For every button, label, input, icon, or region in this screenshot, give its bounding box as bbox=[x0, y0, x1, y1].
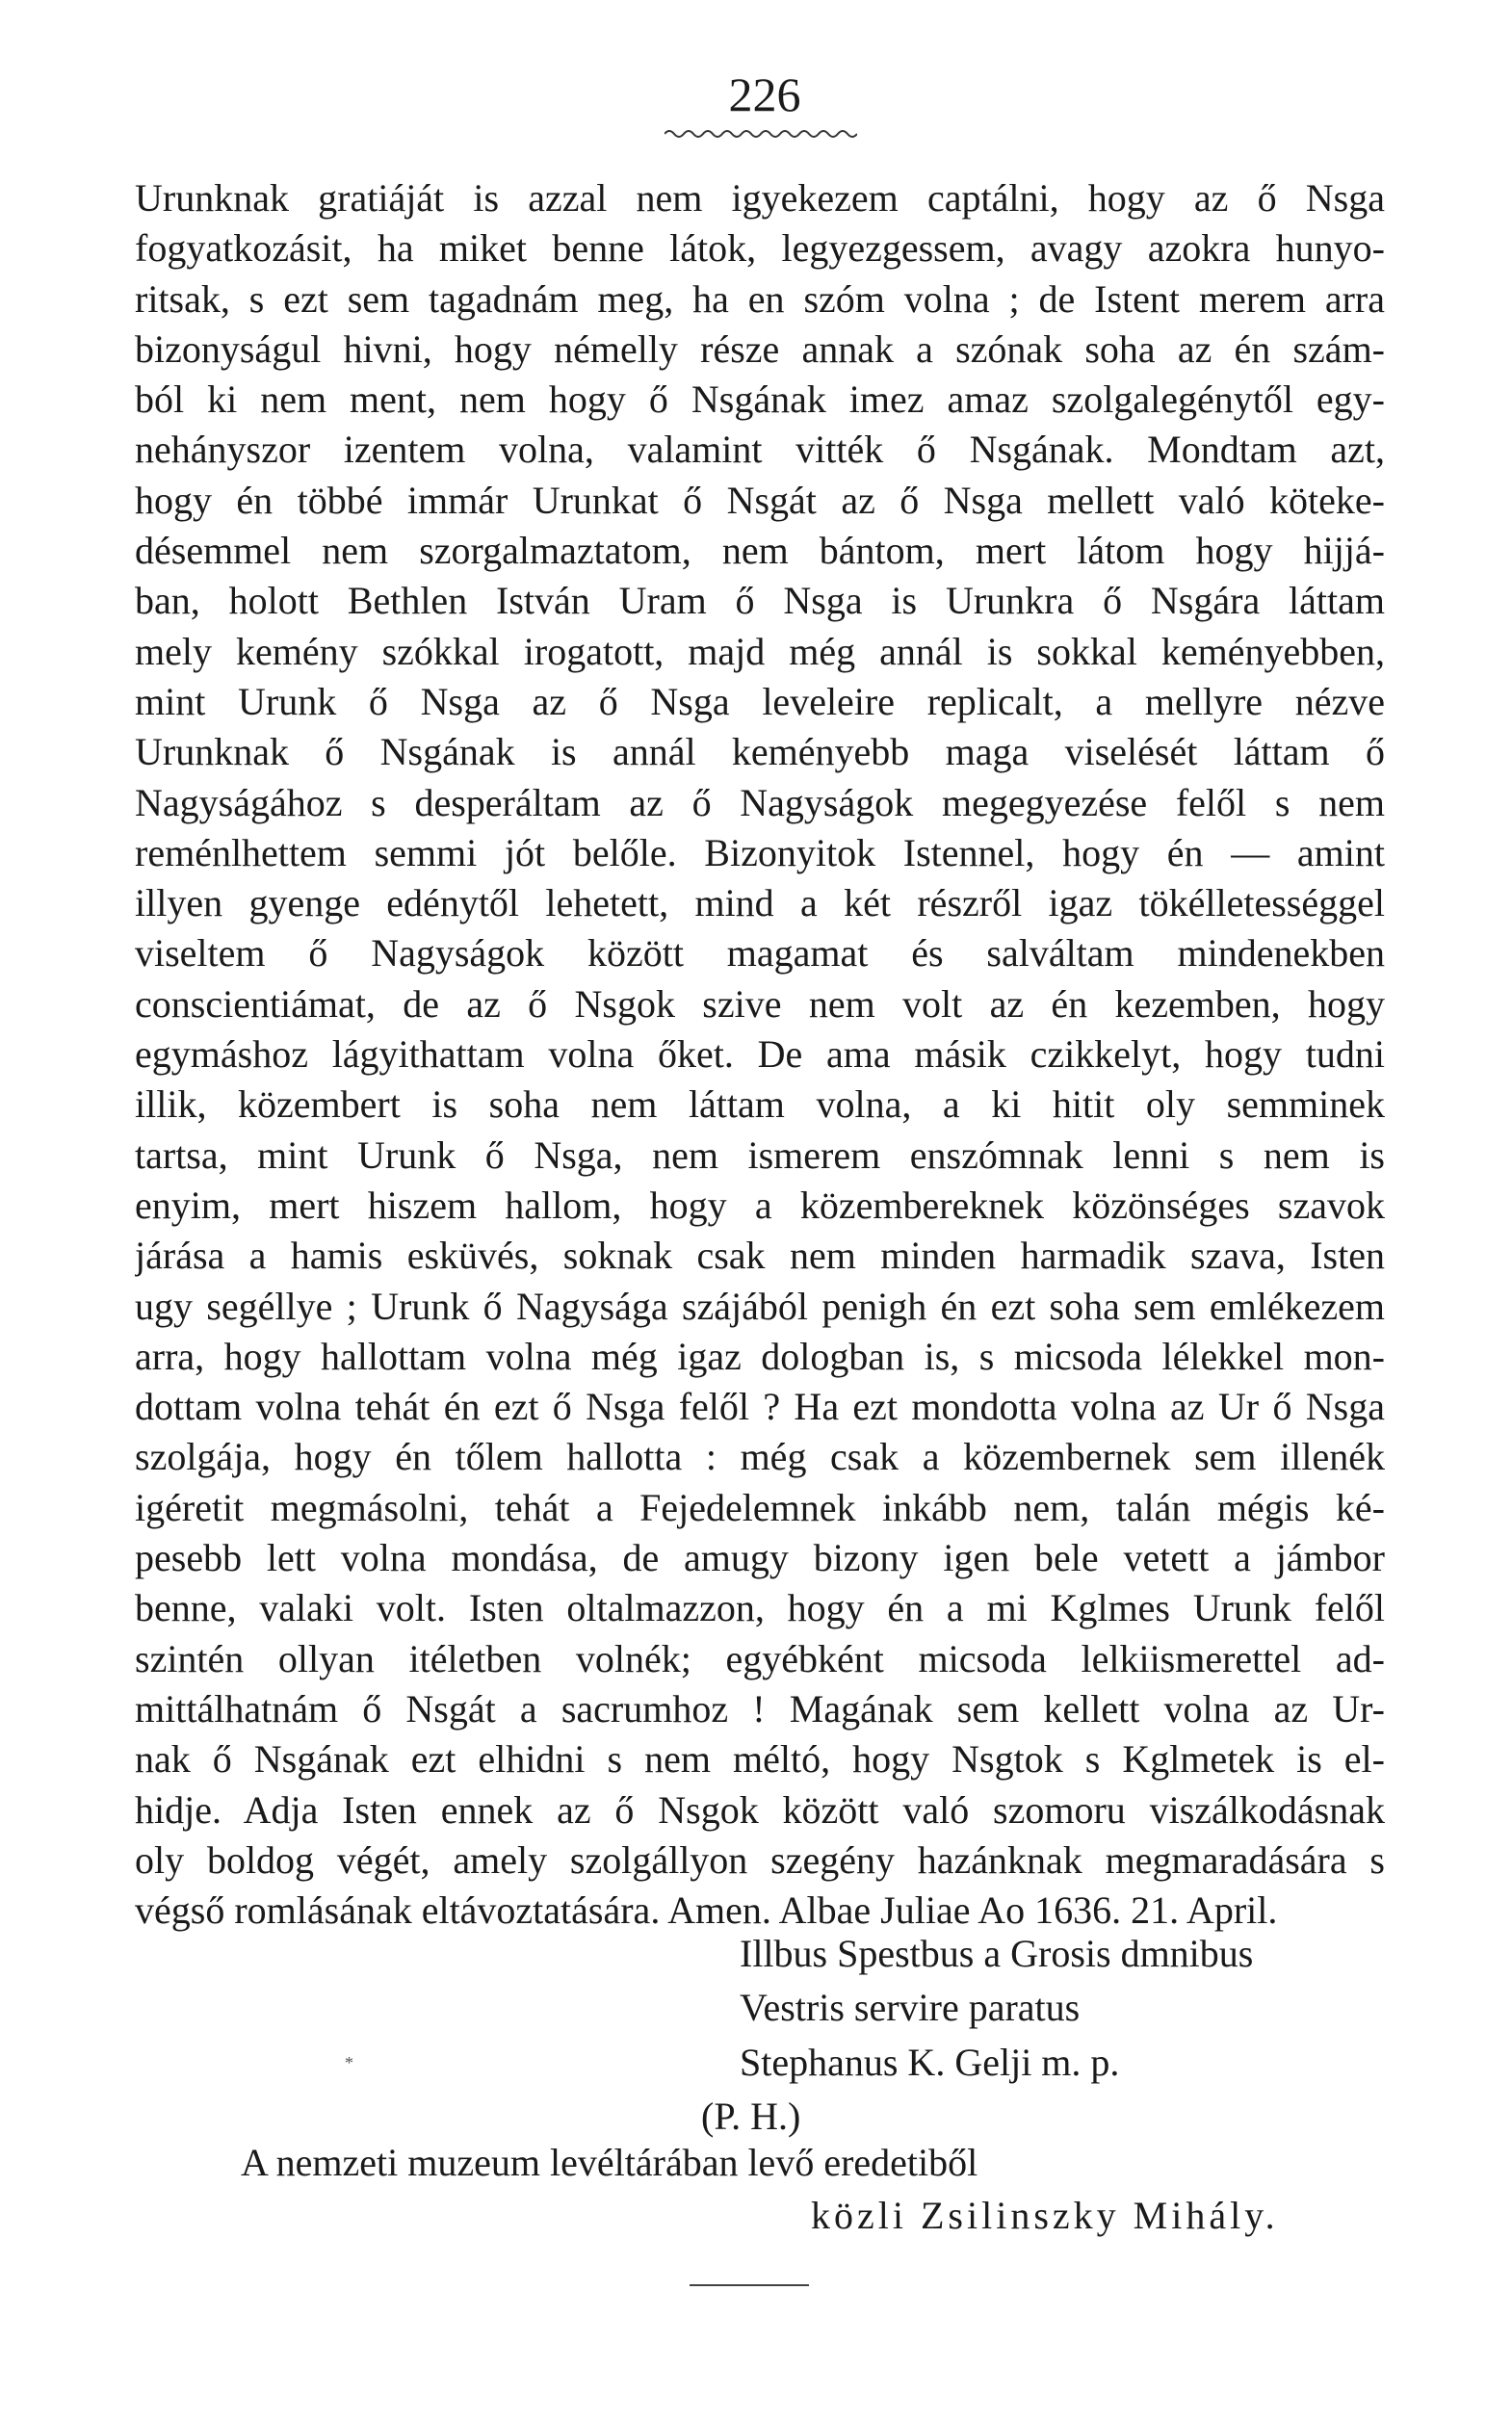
body-line: mittálhatnám ő Nsgát a sacrumhoz ! Magának sem kellett volna az Ur- bbox=[135, 1686, 1385, 1731]
body-line: bizonyságul hivni, hogy némelly része annak a szónak soha az én szám- bbox=[135, 326, 1385, 371]
communicator-credit: közli Zsilinszky Mihály. bbox=[811, 2194, 1279, 2237]
body-line: viseltem ő Nagyságok között magamat és salváltam mindenekben bbox=[135, 931, 1385, 976]
decorative-wavy-rule bbox=[665, 127, 857, 141]
body-line: reménlhettem semmi jót belőle. Bizonyitok Istennel, hogy én — amint bbox=[135, 830, 1385, 874]
salutation-line-1: Illbus Spestbus a Grosis dmnibus bbox=[740, 1932, 1254, 1975]
body-line: egymáshoz lágyithattam volna őket. De ama másik czikkelyt, hogy tudni bbox=[135, 1032, 1385, 1077]
letter-body bbox=[135, 173, 1385, 1936]
body-line: désemmel nem szorgalmaztatom, nem bántom, mert látom hogy hijjá- bbox=[135, 529, 1385, 573]
body-line: igéretit megmásolni, tehát a Fejedelemnek inkább nem, talán mégis ké- bbox=[135, 1485, 1385, 1529]
body-line: Nagyságához s desperáltam az ő Nagyságok megegyezése felől s nem bbox=[135, 780, 1385, 824]
body-line: conscientiámat, de az ő Nsgok szive nem volt az én kezemben, hogy bbox=[135, 981, 1385, 1026]
body-line: arra, hogy hallottam volna még igaz dologban is, s micsoda lélekkel mon- bbox=[135, 1334, 1385, 1378]
body-line: Urunknak ő Nsgának is annál keményebb maga viselését láttam ő bbox=[135, 730, 1385, 774]
body-line: ból ki nem ment, nem hogy ő Nsgának imez amaz szolgalegénytől egy- bbox=[135, 377, 1385, 422]
stray-asterisk-mark: * bbox=[345, 2053, 353, 2072]
body-line: illik, közembert is soha nem láttam volna, a ki hitit oly semminek bbox=[135, 1082, 1385, 1127]
body-line: mint Urunk ő Nsga az ő Nsga leveleire replicalt, a mellyre nézve bbox=[135, 679, 1385, 723]
body-line: ban, holott Bethlen István Uram ő Nsga is Urunkra ő Nsgára láttam bbox=[135, 579, 1385, 623]
body-line: ugy segéllye ; Urunk ő Nagysága szájából penigh én ezt soha sem emlékezem bbox=[135, 1284, 1385, 1328]
body-line: dottam volna tehát én ezt ő Nsga felől ? Ha ezt mondotta volna az Ur ő Nsga bbox=[135, 1385, 1385, 1429]
body-line: Urunknak gratiáját is azzal nem igyekezem captálni, hogy az ő Nsga bbox=[135, 176, 1385, 220]
body-line: nehányszor izentem volna, valamint vitték ő Nsgának. Mondtam azt, bbox=[135, 428, 1385, 472]
body-line: szolgája, hogy én tőlem hallotta : még csak a közembernek sem illenék bbox=[135, 1435, 1385, 1479]
body-line: nak ő Nsgának ezt elhidni s nem méltó, hogy Nsgtok s Kglmetek is el- bbox=[135, 1737, 1385, 1782]
body-line: végső romlásának eltávoztatására. Amen. Albae Juliae Ao 1636. 21. April. bbox=[135, 1888, 1278, 1933]
body-line: illyen gyenge edénytől lehetett, mind a két részről igaz tökélletességgel bbox=[135, 881, 1385, 925]
body-line: hidje. Adja Isten ennek az ő Nsgok között való szomoru viszálkodásnak bbox=[135, 1787, 1385, 1832]
body-line: hogy én többé immár Urunkat ő Nsgát az ő Nsga mellett való köteke- bbox=[135, 478, 1385, 522]
seal-mark: (P. H.) bbox=[701, 2095, 801, 2138]
closing-rule bbox=[690, 2284, 809, 2286]
page-number: 226 bbox=[728, 67, 801, 121]
body-line: oly boldog végét, amely szolgállyon szegény hazánknak megmaradására s bbox=[135, 1837, 1385, 1882]
source-note: A nemzeti muzeum levéltárában levő eredetiből bbox=[241, 2141, 978, 2184]
body-line: tartsa, mint Urunk ő Nsga, nem ismerem enszómnak lenni s nem is bbox=[135, 1132, 1385, 1177]
body-line: szintén ollyan itéletben volnék; egyébként micsoda lelkiismerettel ad- bbox=[135, 1636, 1385, 1680]
body-line: mely kemény szókkal irogatott, majd még annál is sokkal keményebben, bbox=[135, 629, 1385, 673]
salutation-line-2: Vestris servire paratus bbox=[740, 1986, 1081, 2029]
signature-name: Stephanus K. Gelji m. p. bbox=[740, 2041, 1120, 2084]
body-line: járása a hamis esküvés, soknak csak nem minden harmadik szava, Isten bbox=[135, 1234, 1385, 1278]
body-line: benne, valaki volt. Isten oltalmazzon, hogy én a mi Kglmes Urunk felől bbox=[135, 1586, 1385, 1630]
body-line: pesebb lett volna mondása, de amugy bizony igen bele vetett a jámbor bbox=[135, 1536, 1385, 1580]
body-line: ritsak, s ezt sem tagadnám meg, ha en szóm volna ; de Istent merem arra bbox=[135, 276, 1385, 321]
body-line: fogyatkozásit, ha miket benne látok, legyezgessem, avagy azokra hunyo- bbox=[135, 226, 1385, 271]
body-line: enyim, mert hiszem hallom, hogy a közembereknek közönséges szavok bbox=[135, 1183, 1385, 1227]
